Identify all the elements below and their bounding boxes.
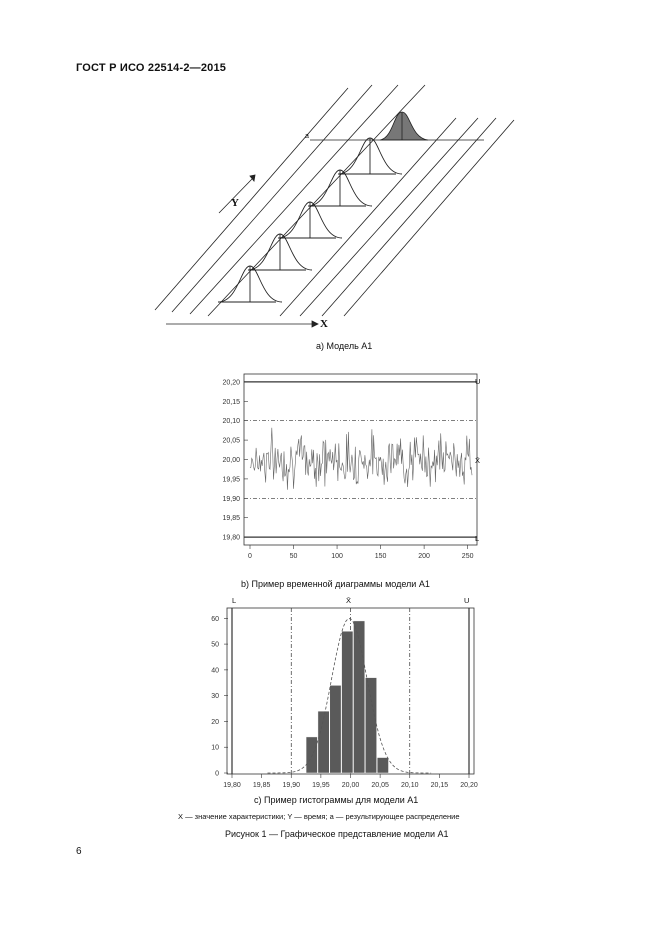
y-tick-label: 20,05 (222, 437, 240, 445)
figure-c-caption: с) Пример гистограммы для модели А1 (254, 795, 419, 805)
histogram-bar (306, 737, 317, 773)
x-tick-label: 20,10 (400, 782, 419, 789)
x-tick-label: 0 (248, 553, 252, 560)
document-header: ГОСТ Р ИСО 22514-2—2015 (76, 62, 227, 74)
x-tick-label: 19,85 (252, 782, 271, 789)
y-tick-label: 10 (211, 744, 219, 752)
figure-a-caption: а) Модель А1 (316, 341, 373, 351)
histogram-bars (306, 621, 388, 773)
y-tick-label: 19,85 (222, 515, 240, 523)
histogram-xbar-label: X̄ (346, 596, 352, 605)
x-tick-label: 20,15 (430, 782, 449, 789)
figure-title: Рисунок 1 — Графическое представление модели А1 (225, 829, 449, 839)
histogram-bar (377, 758, 388, 773)
time-chart-xbar-label: X̄ (475, 456, 481, 465)
legend-note: X — значение характеристики; Y — время; a — результирующее распределение (178, 812, 460, 821)
y-tick-label: 60 (211, 615, 219, 623)
y-tick-label: 20,20 (222, 379, 240, 387)
histogram-x-ticks (223, 774, 478, 789)
y-tick-label: 20 (211, 718, 219, 726)
y-tick-label: 30 (211, 693, 219, 701)
histogram-bar (318, 711, 329, 773)
histogram-bar (353, 621, 364, 773)
y-tick-label: 19,90 (222, 495, 240, 503)
x-tick-label: 200 (418, 553, 430, 560)
x-tick-label: 19,95 (312, 782, 330, 789)
histogram-u-label: U (464, 596, 470, 605)
x-tick-label: 50 (289, 553, 298, 560)
y-tick-label: 40 (211, 667, 219, 675)
page-number: 6 (76, 846, 82, 857)
y-tick-label: 20,00 (222, 457, 240, 464)
histogram-bar (330, 685, 341, 773)
y-tick-label: 20,10 (222, 418, 240, 426)
histogram-bar (342, 631, 353, 773)
histogram-l-label: L (232, 596, 237, 605)
x-tick-label: 150 (374, 553, 387, 560)
axis-y-label: Y (231, 197, 239, 209)
x-tick-label: 20,20 (460, 782, 478, 789)
time-chart-l-label: L (475, 534, 480, 543)
y-tick-label: 50 (211, 641, 219, 649)
y-tick-label: 0 (215, 770, 219, 778)
x-tick-label: 250 (461, 553, 474, 560)
mark-a: a (305, 133, 309, 140)
histogram-bar (365, 678, 376, 773)
axis-x-label: X (320, 318, 328, 330)
x-tick-label: 19,90 (282, 782, 301, 789)
x-tick-label: 20,05 (371, 782, 389, 789)
y-tick-label: 20,15 (222, 398, 240, 406)
histogram-y-ticks (211, 616, 228, 778)
x-tick-label: 20,00 (341, 782, 360, 789)
x-tick-label: 100 (331, 553, 343, 560)
time-chart-u-label: U (475, 377, 481, 386)
y-tick-label: 19,95 (222, 476, 240, 484)
figure-b-caption: b) Пример временной диаграммы модели А1 (241, 579, 430, 589)
y-tick-label: 19,80 (222, 534, 240, 542)
x-tick-label: 19,80 (223, 782, 241, 789)
